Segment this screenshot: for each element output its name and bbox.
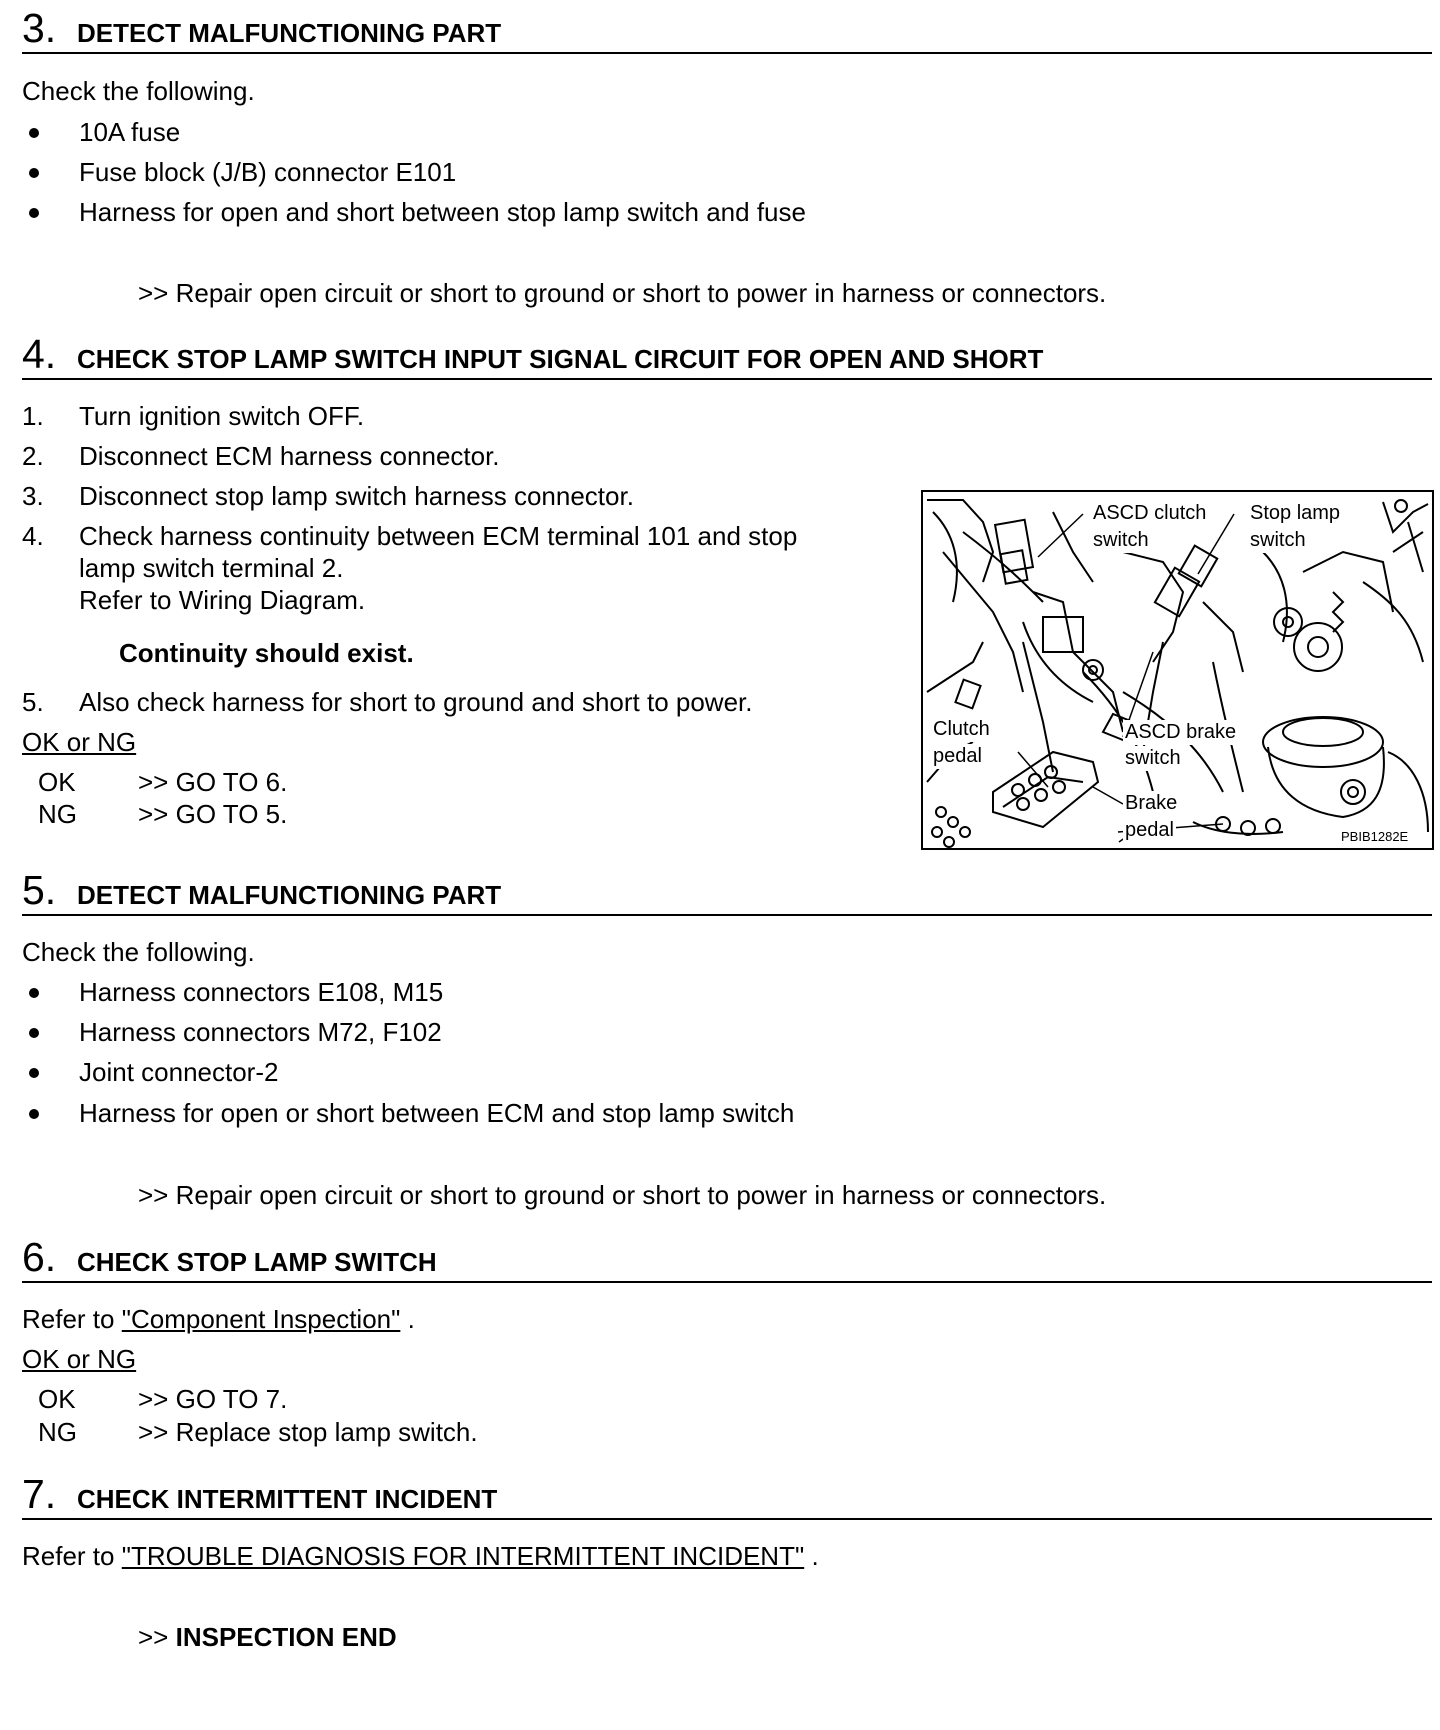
step-6-refer-suffix: . <box>407 1304 415 1334</box>
step-4-item-number: 4. <box>22 521 44 551</box>
step-5-item: Harness for open or short between ECM and stop lamp switch <box>79 1098 795 1128</box>
component-inspection-link[interactable]: "Component Inspection" <box>121 1304 401 1334</box>
figure-label-brake: Brake <box>1125 792 1178 814</box>
step-3-header <box>22 5 1432 54</box>
step-5-item: Joint connector-2 <box>79 1057 279 1087</box>
bullet-icon <box>29 168 39 178</box>
step-4-item-number: 2. <box>22 441 44 471</box>
bullet-icon <box>29 1068 39 1078</box>
step-4-header <box>22 331 1432 380</box>
step-5-number: 5. <box>22 867 57 913</box>
step-6-header <box>22 1234 1432 1283</box>
step-7-refer-suffix: . <box>811 1541 819 1571</box>
figure-label-stop-lamp: Stop lamp <box>1250 502 1341 524</box>
step-4-ok-ng-label: OK or NG <box>22 727 137 757</box>
step-6-number: 6. <box>22 1234 57 1280</box>
step-5-intro: Check the following. <box>22 937 255 967</box>
step-3-number: 3. <box>22 5 57 51</box>
step-4-ng-label: NG <box>38 799 77 829</box>
step-3-title: DETECT MALFUNCTIONING PART <box>77 18 502 48</box>
step-7-number: 7. <box>22 1471 57 1517</box>
step-7-end <box>138 1622 397 1652</box>
bullet-icon <box>29 208 39 218</box>
step-7-end-prefix: >> <box>138 1622 169 1652</box>
step-4-item-number: 1. <box>22 401 44 431</box>
step-6-ok-label: OK <box>38 1384 76 1414</box>
figure-label-brake-pedal: pedal <box>1125 819 1174 841</box>
step-4-item-text: Disconnect ECM harness connector. <box>79 441 500 471</box>
step-4-item-text: Also check harness for short to ground and short to power. <box>79 687 753 717</box>
step-4-item-text: lamp switch terminal 2. <box>79 553 344 583</box>
step-4-item-text: Check harness continuity between ECM terminal 101 and stop <box>79 521 798 551</box>
step-6-refer-prefix: Refer to <box>22 1304 115 1334</box>
step-3-intro: Check the following. <box>22 76 255 106</box>
step-6-title: CHECK STOP LAMP SWITCH <box>77 1247 437 1277</box>
step-3-item: Harness for open and short between stop lamp switch and fuse <box>79 197 806 227</box>
step-5-item: Harness connectors M72, F102 <box>79 1017 442 1047</box>
figure-label-ascd-brake-switch: switch <box>1125 747 1181 769</box>
step-3-item: Fuse block (J/B) connector E101 <box>79 157 457 187</box>
trouble-diagnosis-link[interactable]: "TROUBLE DIAGNOSIS FOR INTERMITTENT INCIDENT" <box>121 1541 805 1571</box>
step-5-header <box>22 867 1432 916</box>
bullet-icon <box>29 1109 39 1119</box>
step-4-item-text: Turn ignition switch OFF. <box>79 401 365 431</box>
bullet-icon <box>29 1028 39 1038</box>
step-4-number: 4. <box>22 331 57 377</box>
step-4-title: CHECK STOP LAMP SWITCH INPUT SIGNAL CIRCUIT FOR OPEN AND SHORT <box>77 344 1044 374</box>
inspection-end-label: INSPECTION END <box>175 1622 397 1652</box>
step-6-ng-label: NG <box>38 1417 77 1447</box>
step-7-refer <box>22 1541 819 1571</box>
figure-label-ascd-clutch-switch: switch <box>1093 529 1149 551</box>
figure-label-clutch: Clutch <box>933 718 990 740</box>
step-4-ng-action: >> GO TO 5. <box>138 799 288 829</box>
step-3-result: >> Repair open circuit or short to ground or short to power in harness or connectors. <box>138 278 1107 308</box>
figure-label-stop-lamp-switch: switch <box>1250 529 1306 551</box>
step-5-title: DETECT MALFUNCTIONING PART <box>77 880 502 910</box>
step-7-header <box>22 1471 1432 1520</box>
step-4-item-text: Refer to Wiring Diagram. <box>79 585 366 615</box>
figure-label-ascd-clutch: ASCD clutch <box>1093 502 1207 524</box>
step-4-item-number: 5. <box>22 687 44 717</box>
step-5-result: >> Repair open circuit or short to ground or short to power in harness or connectors. <box>138 1180 1107 1210</box>
step-3-item: 10A fuse <box>79 117 181 147</box>
bullet-icon <box>29 128 39 138</box>
step-5-item: Harness connectors E108, M15 <box>79 977 444 1007</box>
step-6-refer <box>22 1304 415 1334</box>
step-6-ok-ng-label: OK or NG <box>22 1344 137 1374</box>
step-4-item-text: Disconnect stop lamp switch harness connector. <box>79 481 634 511</box>
step-4-ok-action: >> GO TO 6. <box>138 767 288 797</box>
pedal-switch-figure <box>921 490 1434 850</box>
step-4-item-number: 3. <box>22 481 44 511</box>
step-7-refer-prefix: Refer to <box>22 1541 115 1571</box>
figure-code: PBIB1282E <box>1341 829 1409 844</box>
step-7-title: CHECK INTERMITTENT INCIDENT <box>77 1484 498 1514</box>
step-6-ok-action: >> GO TO 7. <box>138 1384 288 1414</box>
step-4-ok-label: OK <box>38 767 76 797</box>
figure-label-clutch-pedal: pedal <box>933 745 982 767</box>
bullet-icon <box>29 988 39 998</box>
figure-label-ascd-brake: ASCD brake <box>1125 721 1237 743</box>
step-6-ng-action: >> Replace stop lamp switch. <box>138 1417 478 1447</box>
step-4-spec: Continuity should exist. <box>119 638 414 668</box>
